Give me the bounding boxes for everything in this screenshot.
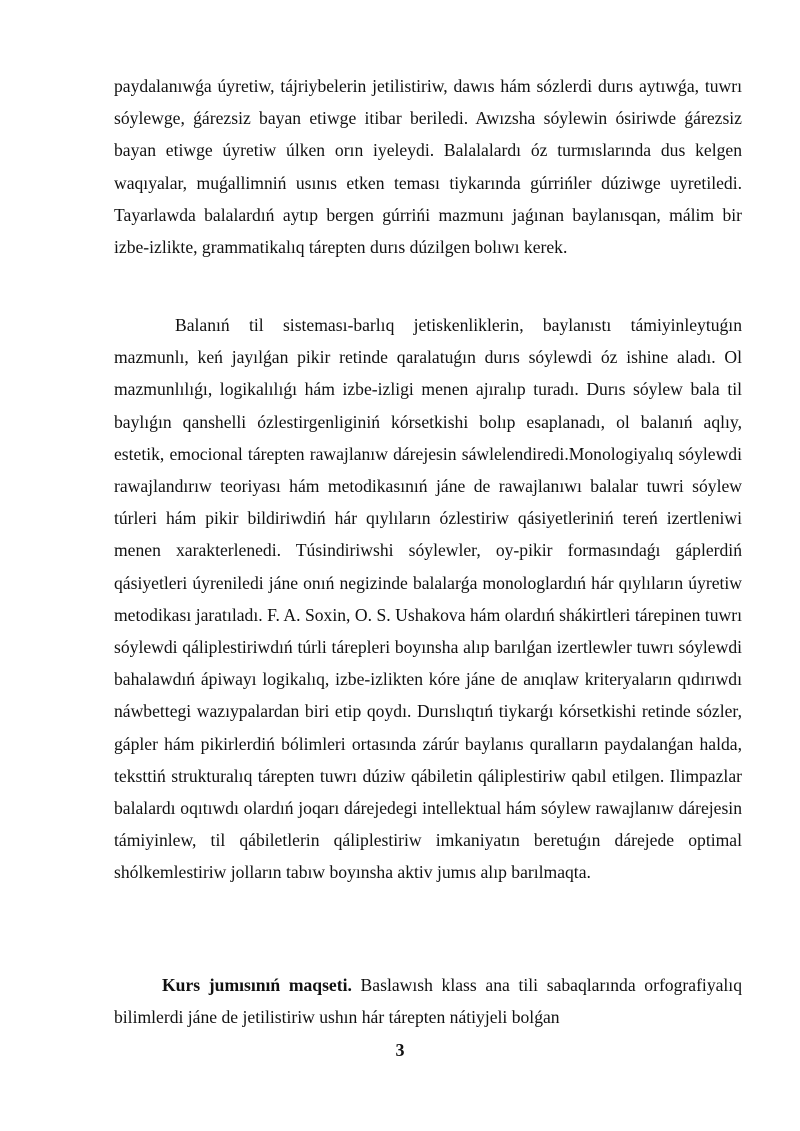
page-number: 3 bbox=[395, 1040, 405, 1060]
course-goal-text: Baslawısh klass ana tili sabaqlarında orfografiyalıq bilimlerdi jáne de jetilistiriw ushın hár tárepten nátiyjeli bolǵan bbox=[114, 975, 742, 1028]
body-paragraph-continued: paydalanıwǵa úyretiw, tájriybelerin jetilistiriw, dawıs hám sózlerdi durıs aytıwǵa, tuwrı sóylewge, ǵárezsiz bayan etiwge itibar beriledi. Awızsha sóylewin ósiriwde ǵárezsiz bayan etiwge úyretiw úlken orın iyeleydi. Balalalardı óz turmıslarında dus kelgen waqıyalar, muǵallimniń usınıs etken teması tiykarında gúrrińler dúziwge uyretiledi. Tayarlawda balalardıń aytıp bergen gúrrińi mazmunı jaǵınan baylanısqan, málim bir izbe-izlikte, grammatikalıq tárepten durıs dúzilgen bolıwı kerek. bbox=[114, 76, 742, 258]
course-goal-heading: Kurs jumısınıń maqseti. bbox=[162, 975, 352, 995]
body-paragraph-course-goal bbox=[114, 969, 742, 1033]
body-paragraph-language-system: Balanıń til sisteması-barlıq jetiskenliklerin, baylanıstı támiyinleytuǵın mazmunlı, keń jayılǵan pikir retinde qaralatuǵın durıs sóylewdi óz ishine aladı. Ol mazmunlılıǵı, logikalılıǵı hám izbe-izligi menen ajıralıp turadı. Durıs sóylew bala til baylıǵın qanshelli ózlestirgenliginiń kórsetkishi bolıp esaplanadı, ol balanıń aqlıy, estetik, emocional tárepten rawajlanıw dárejesin sáwlelendiredi.Monologiyalıq sóylewdi rawajlandırıw teoriyası hám metodikasınıń jáne de rawajlanıwı balalar tuwri sóylew túrleri hám pikir bildiriwdiń hár qıylıların ózlestiriw qásiyetleriniń tereń izertleniwi menen xarakterlenedi. Túsindiriwshi sóylewler, oy-pikir formasındaǵı gáplerdiń qásiyetleri úyreniledi jáne onıń negizinde balalarǵa monologlardıń hár qıylıların úyretiw metodikası jaratıladı. F. A. Soxin, O. S. Ushakova hám olardıń shákirtleri tárepinen tuwrı sóylewdi qáliplestiriwdıń túrli tárepleri boyınsha alıp barılǵan izertlewler tuwrı sóylewdi bahalawdıń ápiwayı logikalıq, izbe-izlikten kóre jáne de anıqlaw kriteryaların qıdırıwdı náwbettegi wazıypalardan biri etip qoydı. Durıslıqtıń tiykarǵı kórsetkishi retinde sózler, gápler hám pikirlerdiń bólimleri ortasında zárúr baylanıs quralların paydalanǵan halda, teksttiń strukturalıq tárepten tuwrı dúziw qábiletin qáliplestiriw qabıl etilgen. Ilimpazlar balalardı oqıtıwdı olardıń joqarı dárejedegi intellektual hám sóylew rawajlanıw dárejesin támiyinlew, til qábiletlerin qáliplestiriw imkaniyatın beretuǵın dárejede optimal shólkemlestiriw jolların tabıw boyınsha aktiv jumıs alıp barılmaqta. bbox=[114, 315, 742, 883]
